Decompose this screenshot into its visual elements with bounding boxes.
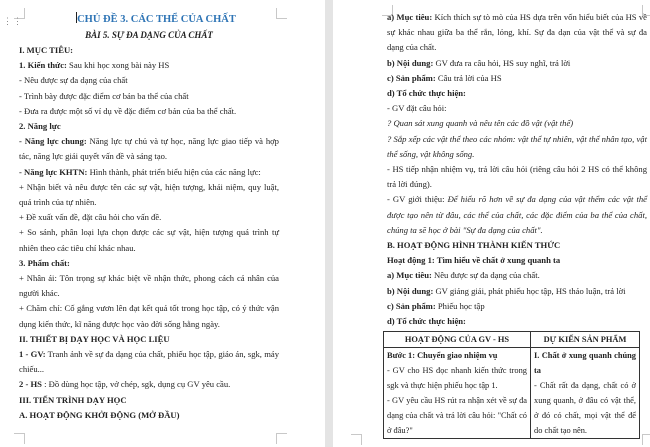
cell-line: - Chất rất đa dạng, chất có ở xung quanh, ở đâu có vật thể, ở đó có chất, mọi vật thể để do chất tạo nên. [534,381,636,436]
objective-a2: a) Mục tiêu: Nêu được sự đa dạng của chất. [387,270,540,281]
step-heading: Bước 1: Chuyển giao nhiệm vụ [387,351,498,361]
teacher-intro: - GV giới thiệu: Để hiểu rõ hơn về sự đa dạng của vật thểm các vật thể được tạo nên từ đâu, các thể của chất, các đặc điểm của ba thể của chất, chúng ta sẽ học ở bài "Sự đa dạng của chất". [387,194,647,235]
knowledge-line: 1. Kiến thức: Sau khi học xong bài này HS [19,60,170,71]
table-cell-teacher-student [384,348,531,439]
khtn-competency: - Năng lực KHTN: Hình thành, phát triển biểu hiện của các năng lực: [19,166,261,177]
table-header-row [384,332,640,348]
crop-mark [14,433,25,444]
quality-item: + Chăm chỉ: Cố gắng vươn lên đạt kết quả tốt trong học tập, có ý thức vận dụng kiến thức, kĩ năng được học vào đời sống hằng ngày. [19,303,279,329]
table-row [384,348,640,439]
right-page-content [387,10,647,439]
product-c2: c) Sản phẩm: Phiếu học tập [387,300,485,311]
teacher-equipment: 1 - GV: Tranh ảnh về sự đa dạng của chất, phiếu học tập, giáo án, sgk, máy chiếu... [19,349,279,375]
section-objectives: I. MỤC TIÊU: [19,45,74,55]
objective-a: a) Mục tiêu: Kích thích sự tò mò của HS dựa trên vốn hiểu biết của HS về sự khác nhau giữa ba thể rắn, lỏng, khí. Sự đa dạn của vật thể và sự đa dạng của chất. [387,12,647,53]
content-b2: b) Nội dung: GV giảng giải, phát phiếu học tập, HS thảo luận, trả lời [387,285,626,296]
khtn-item: + So sánh, phân loại lựa chọn được các sự vật, hiện tượng quá trình tự nhiên theo các tiêu chí khác nhau. [19,227,279,253]
document-title: CHỦ ĐỀ 3. CÁC THỂ CỦA CHẤT [77,14,236,25]
product-c: c) Sản phẩm: Câu trả lời của HS [387,72,502,83]
crop-mark [351,434,362,445]
page-gap [325,0,333,447]
left-page-content [19,12,279,423]
content-b: b) Nội dung: GV đưa ra câu hỏi, HS suy nghĩ, trả lời [387,57,571,68]
khtn-item: + Đề xuất vấn đề, đặt câu hỏi cho vấn đề. [19,212,162,223]
khtn-item: + Nhận biết và nêu được tên các sự vật, hiện tượng, khái niệm, quy luật, quá trình của tự nhiên. [19,181,279,208]
competency-heading: 2. Năng lực [19,121,61,132]
activity-table [383,331,640,439]
cell-line: - GV yêu cầu HS rút ra nhận xét về sự đa dạng của chất và trả lời câu hỏi: "Chất có ở đâu?" [387,396,527,436]
teacher-asks: - GV đặt câu hỏi: [387,103,447,114]
product-heading: I. Chất ở xung quanh chúng ta [534,351,636,376]
section-process: III. TIẾN TRÌNH DẠY HỌC [19,394,127,405]
knowledge-item: - Đưa ra được một số ví dụ về đặc điểm cơ bản của ba thể chất. [19,105,237,116]
question-2: ? Sắp xếp các vật thể theo các nhóm: vật thể tự nhiên, vật thể nhân tạo, vật thể sống, vật không sống. [387,133,647,159]
knowledge-item: - Trình bày được đặc điểm cơ bản ba thể của chất [19,90,189,101]
students-receive: - HS tiếp nhận nhiệm vụ, trả lời câu hỏi (riêng câu hỏi 2 HS có thể không trả lời đúng). [387,164,647,190]
section-equipment: II. THIẾT BỊ DẠY HỌC VÀ HỌC LIỆU [19,333,170,344]
lesson-subtitle: BÀI 5. SỰ ĐA DẠNG CỦA CHẤT [85,30,213,40]
knowledge-item: - Nêu được sự đa dạng của chất [19,75,128,86]
student-equipment: 2 - HS : Đồ dùng học tập, vở chép, sgk, dụng cụ GV yêu cầu. [19,379,231,390]
activity-a-heading: A. HOẠT ĐỘNG KHỞI ĐỘNG (MỞ ĐẦU) [19,409,180,420]
qualities-heading: 3. Phẩm chất: [19,257,70,268]
activity-1-heading: Hoạt động 1: Tìm hiểu về chất ở xung quanh ta [387,255,561,266]
question-1: ? Quan sát xung quanh và nêu tên các đồ vật (vật thể) [387,118,574,129]
cell-line: - GV cho HS đọc nhanh kiến thức trong sgk và thực hiện phiếu học tập 1. [387,366,527,391]
table-header-cell: HOẠT ĐỘNG CỦA GV - HS [384,332,531,348]
drag-handle-icon[interactable]: ⋮⋮ [3,16,23,26]
organize-d: d) Tổ chức thực hiện: [387,88,466,99]
table-header-cell: DỰ KIẾN SẢN PHẨM [531,332,640,348]
section-b-heading: B. HOẠT ĐỘNG HÌNH THÀNH KIẾN THỨC [387,240,561,251]
quality-item: + Nhân ái: Tôn trọng sự khác biệt về nhận thức, phong cách cá nhân của người khác. [19,273,279,299]
organize-d2: d) Tổ chức thực hiện: [387,316,466,327]
table-cell-expected-product [531,348,640,439]
crop-mark [276,433,287,444]
general-competency: - Năng lực chung: Năng lực tự chủ và tự học, năng lực giao tiếp và hợp tác, năng lực giải quyết vấn đề và sáng tạo. [19,136,279,162]
document-page-right [333,0,650,447]
